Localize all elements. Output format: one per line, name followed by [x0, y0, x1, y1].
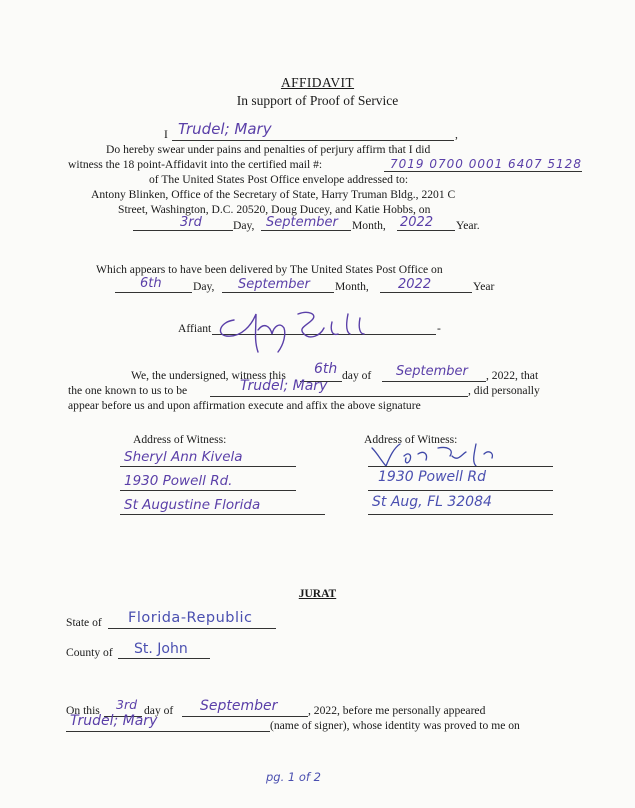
jurat-state-label: State of: [66, 616, 102, 629]
jurat-month-value: September: [200, 698, 278, 714]
affiant-label: Affiant: [178, 322, 212, 335]
jurat-signer-line: [66, 731, 270, 732]
witness-left-city: St Augustine Florida: [124, 497, 261, 513]
served-day-value: 3rd: [180, 215, 202, 230]
affiant-signature: [212, 300, 382, 356]
served-day-label: Day,: [233, 219, 255, 232]
witness-right-line1: [368, 466, 553, 467]
certified-mail-line: [384, 171, 582, 172]
witness-right-street: 1930 Powell Rd: [378, 469, 486, 485]
delivered-month-value: September: [238, 277, 310, 292]
jurat-signer-text: (name of signer), whose identity was proved to me on: [270, 719, 520, 732]
witness-statement-c: , 2022, that: [486, 369, 539, 382]
jurat-county-label: County of: [66, 646, 113, 659]
name-line: [172, 140, 454, 141]
witness-month-line: [382, 381, 486, 382]
served-month-label: Month,: [352, 219, 386, 232]
witness-name-line: [210, 396, 468, 397]
page-number-note: pg. 1 of 2: [266, 770, 321, 784]
witness-statement-b: day of: [342, 369, 372, 382]
declaration-prefix: I: [164, 128, 168, 141]
served-year-line: [397, 230, 455, 231]
delivery-line1: Which appears to have been delivered by The United States Post Office on: [96, 263, 443, 276]
jurat-county-value: St. John: [134, 641, 188, 657]
witness-left-street: 1930 Powell Rd.: [124, 473, 233, 489]
delivered-day-value: 6th: [140, 276, 162, 291]
served-year-label: Year.: [456, 219, 480, 232]
witness-statement-d: the one known to us to be: [68, 384, 188, 397]
witness-right-line2: [368, 490, 553, 491]
affiant-trailing-dash: -: [437, 322, 441, 335]
document-subtitle: In support of Proof of Service: [236, 93, 399, 108]
jurat-signer-value: Trudel; Mary: [70, 713, 158, 729]
witness-left-line1: [120, 466, 296, 467]
document-title: AFFIDAVIT: [280, 75, 355, 90]
witness-statement-f: appear before us and upon affirmation execute and affix the above signature: [68, 399, 421, 412]
delivered-month-label: Month,: [335, 280, 369, 293]
jurat-title: JURAT: [298, 588, 337, 600]
witness-left-line3: [120, 514, 325, 515]
witness-known-name: Trudel; Mary: [240, 378, 328, 394]
witness-left-label: Address of Witness:: [133, 433, 227, 446]
delivered-year-line: [380, 292, 472, 293]
witness-right-line3: [368, 514, 553, 515]
witness-left-name: Sheryl Ann Kivela: [124, 449, 243, 465]
jurat-state-line: [108, 628, 276, 629]
served-year-value: 2022: [400, 215, 434, 230]
jurat-county-line: [118, 658, 210, 659]
witness-day-value: 6th: [314, 361, 338, 377]
delivered-day-line: [115, 292, 192, 293]
served-month-value: September: [266, 215, 338, 230]
delivered-day-label: Day,: [193, 280, 215, 293]
declaration-line1: Do hereby swear under pains and penalties of perjury affirm that I did: [106, 143, 431, 156]
witness-statement-a: We, the undersigned, witness this: [131, 369, 286, 382]
delivered-year-value: 2022: [398, 277, 432, 292]
jurat-day-value: 3rd: [116, 697, 138, 712]
jurat-day-of: day of: [144, 704, 174, 717]
declarant-name-handwritten: Trudel; Mary: [178, 120, 272, 138]
jurat-year-text: , 2022, before me personally appeared: [308, 704, 486, 717]
declaration-line4: Antony Blinken, Office of the Secretary of State, Harry Truman Bldg., 2201 C: [91, 188, 456, 201]
declaration-line5: Street, Washington, D.C. 20520, Doug Ducey, and Katie Hobbs, on: [118, 203, 431, 216]
jurat-on-this: On this: [66, 704, 100, 717]
witness-right-city: St Aug, FL 32084: [372, 494, 492, 510]
jurat-state-value: Florida-Republic: [128, 610, 253, 626]
served-month-line: [261, 230, 351, 231]
declaration-line2: witness the 18 point-Affidavit into the certified mail #:: [68, 158, 323, 171]
name-comma: ,: [455, 128, 458, 141]
served-day-line: [133, 230, 233, 231]
witness-right-label: Address of Witness:: [364, 433, 458, 446]
witness-statement-e: , did personally: [468, 384, 540, 397]
delivered-month-line: [222, 292, 334, 293]
declaration-line3: of The United States Post Office envelope addressed to:: [149, 173, 409, 186]
delivered-year-label: Year: [473, 280, 495, 293]
certified-mail-number: 7019 0700 0001 6407 5128: [390, 157, 582, 171]
witness-left-line2: [120, 490, 296, 491]
jurat-month-line: [182, 716, 308, 717]
witness-month-value: September: [396, 364, 468, 379]
